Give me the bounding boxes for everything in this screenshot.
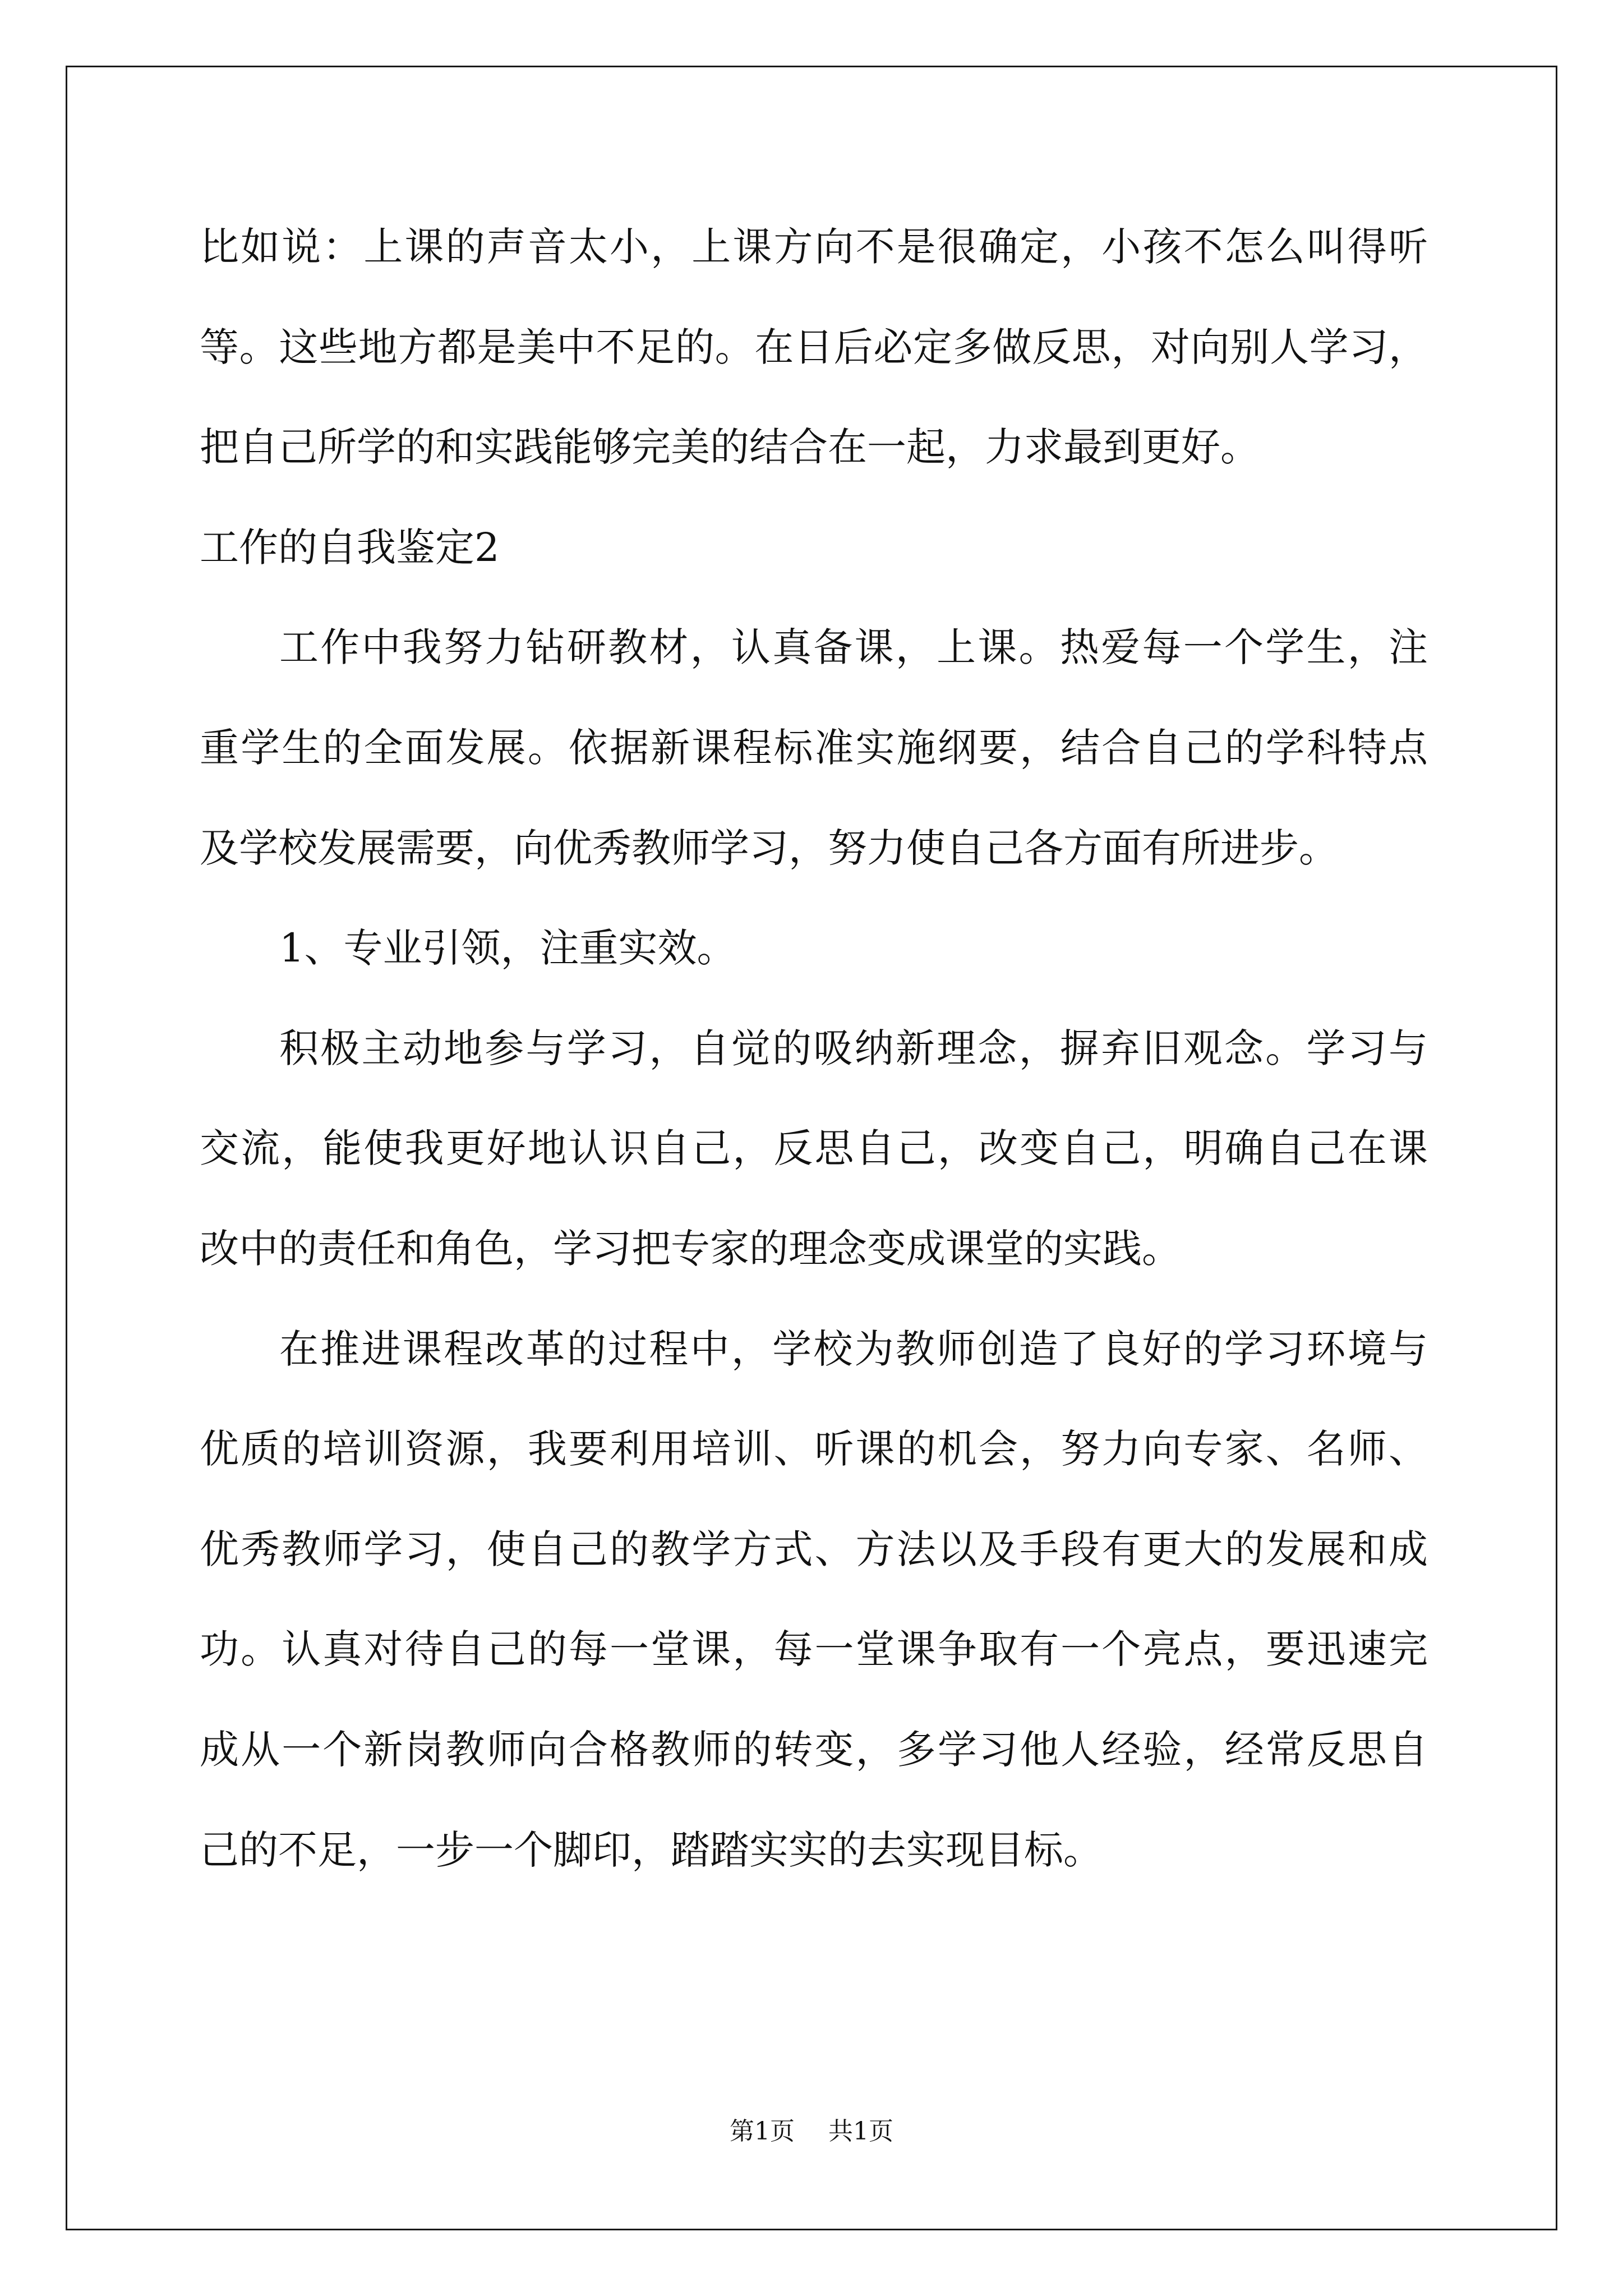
text-line-content: 把自己所学的和实践能够完美的结合在一起，力求最到更好。 (200, 424, 1260, 471)
text-line (200, 920, 1428, 1020)
text-line-content: 改中的责任和角色，学习把专家的理念变成课堂的实践。 (200, 1225, 1181, 1272)
text-line (200, 720, 1428, 820)
text-line-content: 比如说：上课的声音太小，上课方向不是很确定，小孩不怎么叫得听 (200, 224, 1428, 270)
text-line-content: 己的不足，一步一个脚印，踏踏实实的去实现目标。 (200, 1826, 1103, 1873)
text-line-content: 积极主动地参与学习，自觉的吸纳新理念，摒弃旧观念。学习与 (279, 1025, 1428, 1071)
text-line (200, 1421, 1428, 1521)
page-number-current: 第1页 (730, 2117, 795, 2146)
text-line (200, 1521, 1428, 1622)
section-heading (200, 519, 1428, 620)
text-line (200, 619, 1428, 720)
text-line-content: 功。认真对待自己的每一堂课，每一堂课争取有一个亮点，要迅速完 (200, 1626, 1428, 1673)
text-line-content: 等。这些地方都是美中不足的。在日后必定多做反思，对向别人学习， (200, 324, 1428, 370)
text-line (200, 219, 1428, 319)
text-line (200, 1020, 1428, 1121)
text-line (200, 1120, 1428, 1221)
text-line-content: 工作的自我鉴定2 (200, 524, 500, 570)
text-line (200, 419, 1428, 519)
text-line-content: 优秀教师学习，使自己的教学方式、方法以及手段有更大的发展和成 (200, 1526, 1428, 1572)
document-body (200, 219, 1428, 1922)
text-line (200, 1321, 1428, 1421)
text-line-content: 优质的培训资源，我要利用培训、听课的机会，努力向专家、名师、 (200, 1426, 1428, 1473)
text-line (200, 319, 1428, 420)
text-line (200, 1722, 1428, 1822)
text-line (200, 820, 1428, 921)
text-line (200, 1221, 1428, 1321)
text-line (200, 1621, 1428, 1722)
text-line-content: 重学生的全面发展。依据新课程标准实施纲要，结合自己的学科特点 (200, 724, 1428, 771)
text-line-content: 工作中我努力钻研教材，认真备课，上课。热爱每一个学生，注 (279, 624, 1428, 671)
text-line-content: 1、专业引领，注重实效。 (279, 925, 736, 972)
text-line-content: 及学校发展需要，向优秀教师学习，努力使自己各方面有所进步。 (200, 825, 1338, 871)
page-footer (0, 2115, 1623, 2148)
page-number-total: 共1页 (828, 2117, 893, 2146)
text-line-content: 交流，能使我更好地认识自己，反思自己，改变自己，明确自己在课 (200, 1125, 1428, 1172)
text-line-content: 在推进课程改革的过程中，学校为教师创造了良好的学习环境与 (279, 1326, 1428, 1372)
text-line-content: 成从一个新岗教师向合格教师的转变，多学习他人经验，经常反思自 (200, 1726, 1428, 1773)
text-line (200, 1822, 1428, 1922)
